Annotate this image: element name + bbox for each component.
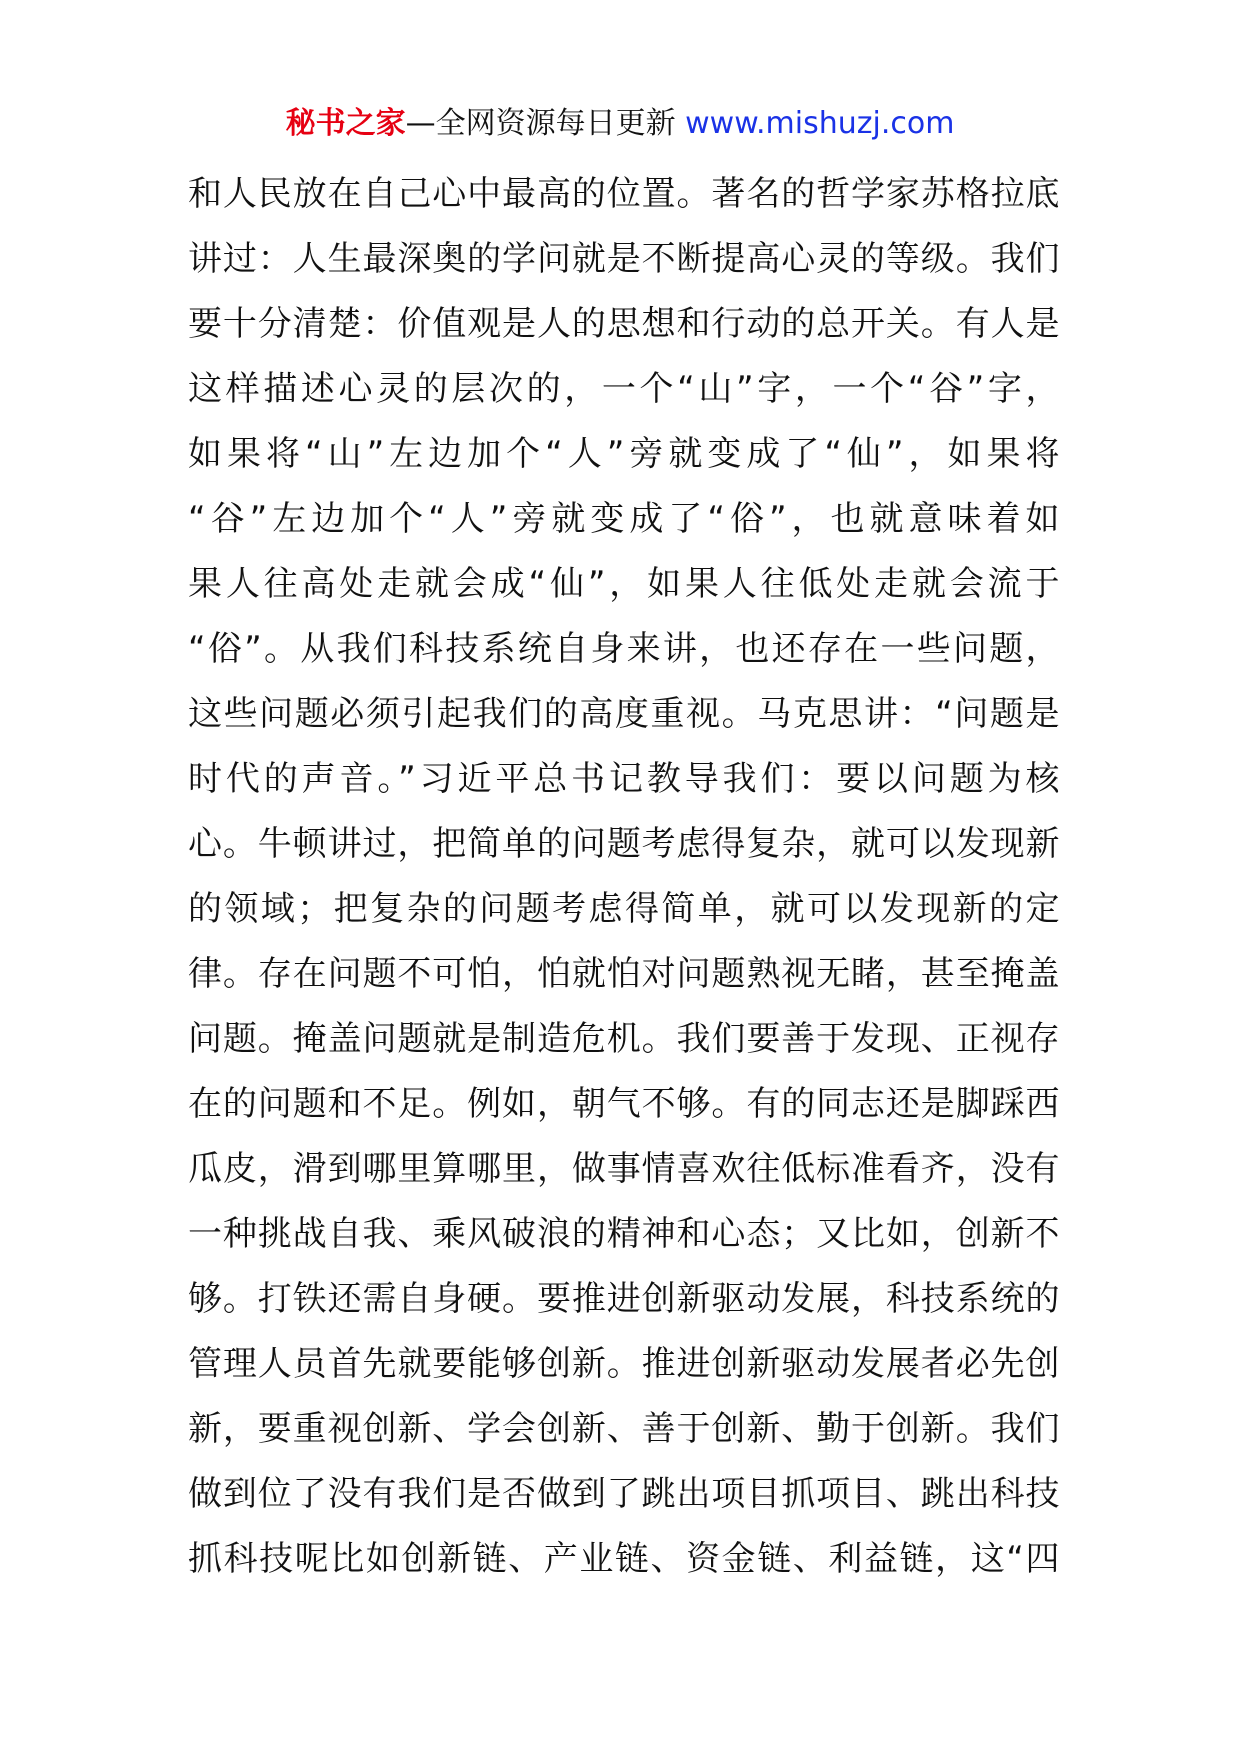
text-line: 律。存在问题不可怕，怕就怕对问题熟视无睹，甚至掩盖 — [188, 954, 1060, 994]
text-line: 这些问题必须引起我们的高度重视。马克思讲：“问题是 — [188, 694, 1060, 734]
text-line: 和人民放在自己心中最高的位置。著名的哲学家苏格拉底 — [188, 174, 1060, 214]
document-body — [188, 162, 1060, 1592]
text-line: 问题。掩盖问题就是制造危机。我们要善于发现、正视存 — [188, 1019, 1060, 1059]
text-line: 要十分清楚：价值观是人的思想和行动的总开关。有人是 — [188, 304, 1060, 344]
text-line: “俗”。从我们科技系统自身来讲，也还存在一些问题， — [188, 629, 1060, 669]
text-line: 在的问题和不足。例如，朝气不够。有的同志还是脚踩西 — [188, 1084, 1060, 1124]
text-line: 的领域；把复杂的问题考虑得简单，就可以发现新的定 — [188, 889, 1060, 929]
site-url-link[interactable]: www.mishuzj.com — [685, 106, 955, 141]
text-line: 果人往高处走就会成“仙”，如果人往低处走就会流于 — [188, 564, 1060, 604]
header-slogan: —全网资源每日更新 — [405, 106, 686, 141]
text-line: 心。牛顿讲过，把简单的问题考虑得复杂，就可以发现新 — [188, 824, 1060, 864]
text-line: 管理人员首先就要能够创新。推进创新驱动发展者必先创 — [188, 1344, 1060, 1384]
text-line: 新，要重视创新、学会创新、善于创新、勤于创新。我们 — [188, 1409, 1060, 1449]
text-line: 时代的声音。”习近平总书记教导我们：要以问题为核 — [188, 759, 1060, 799]
text-line: 讲过：人生最深奥的学问就是不断提高心灵的等级。我们 — [188, 239, 1060, 279]
text-line: “谷”左边加个“人”旁就变成了“俗”，也就意味着如 — [188, 499, 1060, 539]
text-line: 这样描述心灵的层次的，一个“山”字，一个“谷”字， — [188, 369, 1060, 409]
text-line: 抓科技呢比如创新链、产业链、资金链、利益链，这“四 — [188, 1539, 1060, 1579]
text-line: 如果将“山”左边加个“人”旁就变成了“仙”，如果将 — [188, 434, 1060, 474]
site-header — [0, 102, 1240, 146]
text-line: 一种挑战自我、乘风破浪的精神和心态；又比如，创新不 — [188, 1214, 1060, 1254]
text-line: 做到位了没有我们是否做到了跳出项目抓项目、跳出科技 — [188, 1474, 1060, 1514]
brand-name: 秘书之家 — [285, 106, 406, 141]
text-line: 瓜皮，滑到哪里算哪里，做事情喜欢往低标准看齐，没有 — [188, 1149, 1060, 1189]
text-line: 够。打铁还需自身硬。要推进创新驱动发展，科技系统的 — [188, 1279, 1060, 1319]
